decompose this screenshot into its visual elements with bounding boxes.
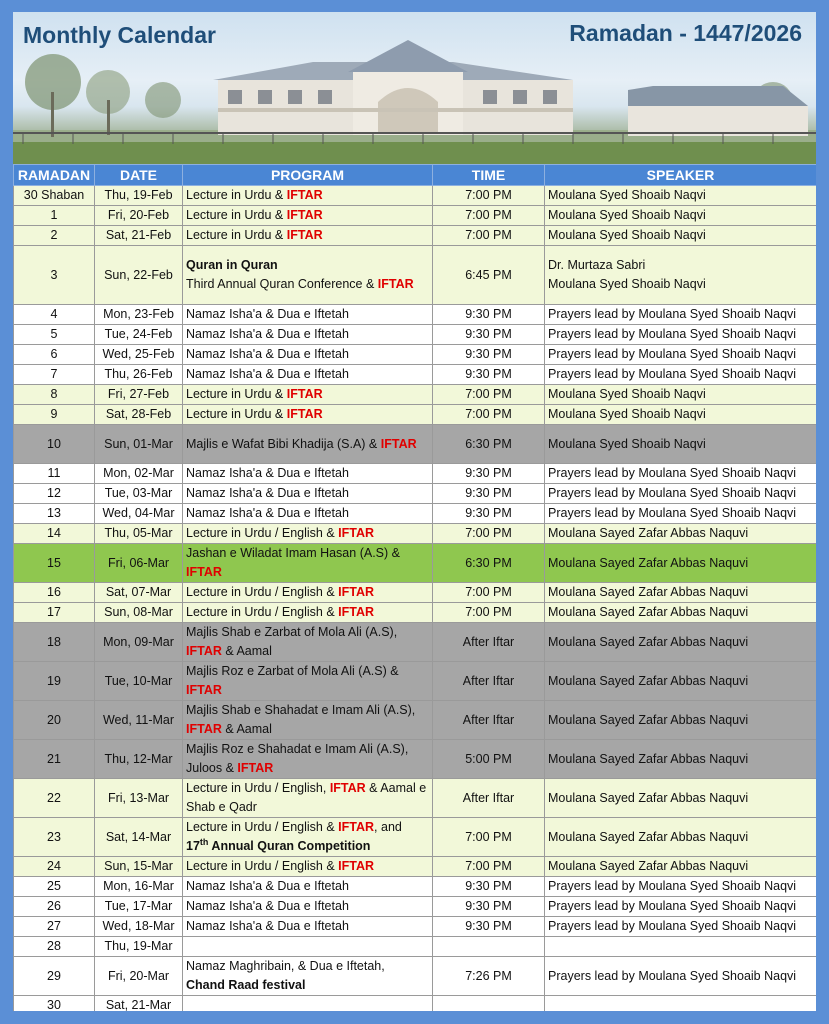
date-cell: Mon, 09-Mar [95,623,183,662]
ramadan-day: 17 [14,603,95,623]
table-row [14,740,817,779]
program-cell [183,740,433,779]
program-cell: Namaz Isha'a & Dua e Iftetah [183,345,433,365]
ramadan-year-title: Ramadan - 1447/2026 [569,20,802,46]
ramadan-day: 22 [14,779,95,818]
program-text: Namaz Maghribain, & Dua e Iftetah, [186,959,385,973]
header-banner [13,12,816,164]
date-cell: Tue, 10-Mar [95,662,183,701]
program-text-suffix: , and [374,820,402,834]
iftar-label: IFTAR [338,585,375,599]
ramadan-day: 9 [14,405,95,425]
competition-name: Annual Quran Competition [208,839,371,853]
date-cell: Fri, 27-Feb [95,385,183,405]
table-row [14,246,817,305]
program-text: Third Annual Quran Conference & [186,277,378,291]
date-cell: Wed, 25-Feb [95,345,183,365]
time-cell: 7:00 PM [433,818,545,857]
program-cell [183,186,433,206]
column-header-time: TIME [433,165,545,186]
date-cell: Thu, 05-Mar [95,524,183,544]
program-text: Lecture in Urdu / English, [186,781,330,795]
time-cell: 9:30 PM [433,325,545,345]
speaker-cell: Prayers lead by Moulana Syed Shoaib Naqvi [545,917,817,937]
speaker-cell: Prayers lead by Moulana Syed Shoaib Naqvi [545,504,817,524]
table-row [14,186,817,206]
table-row [14,365,817,385]
speaker-cell: Moulana Syed Shoaib Naqvi [545,385,817,405]
program-text: Lecture in Urdu & [186,208,287,222]
time-cell: 9:30 PM [433,345,545,365]
program-text: Majlis Shab e Shahadat e Imam Ali (A.S), [186,703,416,717]
ramadan-day: 1 [14,206,95,226]
table-row [14,583,817,603]
program-text: Majlis Roz e Zarbat of Mola Ali (A.S) & [186,664,399,678]
program-text: Majlis Shab e Zarbat of Mola Ali (A.S), [186,625,398,639]
ramadan-day: 5 [14,325,95,345]
ramadan-day: 30 Shaban [14,186,95,206]
program-cell [183,701,433,740]
date-cell: Mon, 23-Feb [95,305,183,325]
ramadan-day: 29 [14,957,95,996]
speaker-cell: Moulana Syed Shoaib Naqvi [545,226,817,246]
iftar-label: IFTAR [380,436,417,451]
program-text: Lecture in Urdu / English & [186,526,339,540]
program-cell [183,603,433,623]
date-cell: Thu, 12-Mar [95,740,183,779]
speaker-cell: Moulana Sayed Zafar Abbas Naquvi [545,623,817,662]
iftar-label: IFTAR [186,565,222,579]
program-heading: Quran in Quran [186,258,278,272]
ramadan-day: 11 [14,464,95,484]
date-cell: Sat, 14-Mar [95,818,183,857]
date-cell: Sat, 28-Feb [95,405,183,425]
ramadan-day: 23 [14,818,95,857]
speaker-cell: Moulana Sayed Zafar Abbas Naquvi [545,662,817,701]
speaker-cell: Moulana Sayed Zafar Abbas Naquvi [545,740,817,779]
table-header-row [14,165,817,186]
ramadan-day: 27 [14,917,95,937]
iftar-label: IFTAR [338,526,375,540]
table-row [14,662,817,701]
speaker-cell: Prayers lead by Moulana Syed Shoaib Naqvi [545,464,817,484]
program-cell [183,544,433,583]
table-row [14,857,817,877]
iftar-label: IFTAR [286,208,323,222]
time-cell: 6:30 PM [433,544,545,583]
table-row [14,385,817,405]
iftar-label: IFTAR [286,407,323,421]
speaker-cell: Moulana Syed Shoaib Naqvi [545,206,817,226]
table-row [14,305,817,325]
time-cell: 6:30 PM [433,425,545,464]
speaker-name: Dr. Murtaza Sabri [548,258,646,272]
ramadan-day: 26 [14,897,95,917]
program-cell: Namaz Isha'a & Dua e Iftetah [183,305,433,325]
date-cell: Mon, 02-Mar [95,464,183,484]
speaker-cell: Moulana Syed Shoaib Naqvi [545,405,817,425]
program-text: Jashan e Wiladat Imam Hasan (A.S) & [186,546,400,560]
speaker-cell: Prayers lead by Moulana Syed Shoaib Naqvi [545,877,817,897]
time-cell: 7:00 PM [433,857,545,877]
table-row [14,425,817,464]
iftar-label: IFTAR [377,277,414,291]
program-cell [183,857,433,877]
speaker-cell [545,937,817,957]
program-cell: Namaz Isha'a & Dua e Iftetah [183,897,433,917]
ramadan-day: 3 [14,246,95,305]
iftar-label: IFTAR [286,188,323,202]
program-text: Lecture in Urdu & [186,407,287,421]
table-row [14,325,817,345]
speaker-cell: Moulana Syed Shoaib Naqvi [545,425,817,464]
speaker-cell: Prayers lead by Moulana Syed Shoaib Naqvi [545,897,817,917]
table-row [14,779,817,818]
date-cell: Tue, 24-Feb [95,325,183,345]
program-cell: Namaz Isha'a & Dua e Iftetah [183,365,433,385]
table-row [14,544,817,583]
time-cell: 7:00 PM [433,385,545,405]
table-row [14,917,817,937]
table-row [14,957,817,996]
date-cell: Wed, 04-Mar [95,504,183,524]
ramadan-day: 20 [14,701,95,740]
iftar-label: IFTAR [286,387,323,401]
date-cell: Sat, 21-Feb [95,226,183,246]
time-cell: 9:30 PM [433,504,545,524]
iftar-label: IFTAR [186,722,222,736]
time-cell: 9:30 PM [433,305,545,325]
time-cell: After Iftar [433,662,545,701]
ramadan-day: 21 [14,740,95,779]
ordinal-number: 17 [186,839,200,853]
program-cell [183,996,433,1012]
date-cell: Sun, 08-Mar [95,603,183,623]
time-cell: 9:30 PM [433,365,545,385]
ramadan-day: 7 [14,365,95,385]
speaker-name: Moulana Syed Shoaib Naqvi [548,277,706,291]
iftar-label: IFTAR [338,820,375,834]
ramadan-day: 12 [14,484,95,504]
program-text: Majlis Roz e Shahadat e Imam Ali (A.S), Juloos & [186,742,409,775]
program-text-suffix: & Aamal [221,644,272,658]
program-cell: Namaz Isha'a & Dua e Iftetah [183,484,433,504]
date-cell: Sun, 22-Feb [95,246,183,305]
program-cell [183,779,433,818]
speaker-cell: Moulana Syed Shoaib Naqvi [545,186,817,206]
time-cell: 7:00 PM [433,603,545,623]
date-cell: Fri, 20-Feb [95,206,183,226]
date-cell: Wed, 18-Mar [95,917,183,937]
iftar-label: IFTAR [286,228,323,242]
program-cell: Namaz Isha'a & Dua e Iftetah [183,504,433,524]
date-cell: Fri, 20-Mar [95,957,183,996]
program-text-suffix: & Aamal [221,722,272,736]
date-cell: Fri, 13-Mar [95,779,183,818]
speaker-cell: Moulana Sayed Zafar Abbas Naquvi [545,544,817,583]
time-cell: After Iftar [433,701,545,740]
program-text: Lecture in Urdu / English & [186,820,339,834]
iftar-label: IFTAR [338,605,375,619]
table-row [14,877,817,897]
column-header-date: DATE [95,165,183,186]
program-text: Lecture in Urdu / English & [186,859,339,873]
ramadan-day: 8 [14,385,95,405]
program-cell: Namaz Isha'a & Dua e Iftetah [183,464,433,484]
ramadan-day: 10 [14,425,95,464]
time-cell: 5:00 PM [433,740,545,779]
program-text: Majlis e Wafat Bibi Khadija (S.A) & [186,436,381,451]
ramadan-day: 25 [14,877,95,897]
speaker-cell: Prayers lead by Moulana Syed Shoaib Naqvi [545,365,817,385]
program-text: Lecture in Urdu / English & [186,585,339,599]
date-cell: Thu, 26-Feb [95,365,183,385]
time-cell: 7:00 PM [433,583,545,603]
speaker-cell: Moulana Sayed Zafar Abbas Naquvi [545,818,817,857]
speaker-cell: Prayers lead by Moulana Syed Shoaib Naqvi [545,345,817,365]
table-row [14,226,817,246]
ramadan-day: 13 [14,504,95,524]
date-cell: Sat, 07-Mar [95,583,183,603]
time-cell: 9:30 PM [433,877,545,897]
table-row [14,937,817,957]
program-text: Lecture in Urdu & [186,188,287,202]
table-row [14,206,817,226]
table-row [14,897,817,917]
program-cell [183,623,433,662]
speaker-cell [545,996,817,1012]
program-cell [183,957,433,996]
iftar-label: IFTAR [329,781,366,795]
speaker-cell [545,246,817,305]
ramadan-day: 18 [14,623,95,662]
calendar-frame [13,12,816,1011]
program-cell [183,818,433,857]
ramadan-day: 15 [14,544,95,583]
time-cell: 7:00 PM [433,405,545,425]
table-row [14,701,817,740]
speaker-cell: Moulana Sayed Zafar Abbas Naquvi [545,583,817,603]
program-cell [183,937,433,957]
date-cell: Sat, 21-Mar [95,996,183,1012]
date-cell: Mon, 16-Mar [95,877,183,897]
time-cell: 7:00 PM [433,524,545,544]
ramadan-schedule-table [13,164,816,1011]
program-cell [183,206,433,226]
ramadan-day: 2 [14,226,95,246]
time-cell: 7:26 PM [433,957,545,996]
time-cell [433,937,545,957]
time-cell: After Iftar [433,779,545,818]
table-row [14,818,817,857]
table-row [14,345,817,365]
time-cell: 9:30 PM [433,897,545,917]
ramadan-day: 19 [14,662,95,701]
table-row [14,603,817,623]
speaker-cell: Moulana Sayed Zafar Abbas Naquvi [545,779,817,818]
program-text: Lecture in Urdu & [186,387,287,401]
date-cell: Sun, 15-Mar [95,857,183,877]
ramadan-day: 14 [14,524,95,544]
program-cell [183,583,433,603]
program-cell [183,246,433,305]
table-row [14,405,817,425]
ramadan-day: 16 [14,583,95,603]
table-row [14,524,817,544]
iftar-label: IFTAR [186,644,222,658]
speaker-cell: Prayers lead by Moulana Syed Shoaib Naqvi [545,305,817,325]
ramadan-day: 24 [14,857,95,877]
column-header-ramadan: RAMADAN [14,165,95,186]
speaker-cell: Moulana Sayed Zafar Abbas Naquvi [545,701,817,740]
table-row [14,504,817,524]
column-header-program: PROGRAM [183,165,433,186]
date-cell: Thu, 19-Feb [95,186,183,206]
time-cell: 7:00 PM [433,226,545,246]
time-cell: 9:30 PM [433,917,545,937]
program-cell [183,226,433,246]
program-cell [183,425,433,464]
ramadan-day: 4 [14,305,95,325]
date-cell: Wed, 11-Mar [95,701,183,740]
time-cell: After Iftar [433,623,545,662]
ordinal-suffix: th [199,836,209,847]
speaker-cell: Prayers lead by Moulana Syed Shoaib Naqvi [545,957,817,996]
table-row [14,623,817,662]
speaker-cell: Moulana Sayed Zafar Abbas Naquvi [545,603,817,623]
program-text: Lecture in Urdu / English & [186,605,339,619]
program-cell: Namaz Isha'a & Dua e Iftetah [183,917,433,937]
ramadan-day: 6 [14,345,95,365]
ramadan-day: 30 [14,996,95,1012]
program-cell [183,405,433,425]
competition-title [186,836,371,853]
time-cell: 9:30 PM [433,484,545,504]
speaker-cell: Moulana Sayed Zafar Abbas Naquvi [545,524,817,544]
table-row [14,996,817,1012]
date-cell: Tue, 17-Mar [95,897,183,917]
date-cell: Sun, 01-Mar [95,425,183,464]
program-cell [183,524,433,544]
speaker-cell: Prayers lead by Moulana Syed Shoaib Naqvi [545,484,817,504]
page-title: Monthly Calendar [23,22,216,48]
time-cell: 9:30 PM [433,464,545,484]
date-cell: Tue, 03-Mar [95,484,183,504]
iftar-label: IFTAR [338,859,375,873]
time-cell: 6:45 PM [433,246,545,305]
time-cell [433,996,545,1012]
program-cell: Namaz Isha'a & Dua e Iftetah [183,877,433,897]
date-cell: Thu, 19-Mar [95,937,183,957]
ramadan-day: 28 [14,937,95,957]
table-row [14,464,817,484]
table-row [14,484,817,504]
program-cell [183,662,433,701]
date-cell: Fri, 06-Mar [95,544,183,583]
iftar-label: IFTAR [186,683,222,697]
time-cell: 7:00 PM [433,206,545,226]
program-text: Lecture in Urdu & [186,228,287,242]
iftar-label: IFTAR [237,761,274,775]
column-header-speaker: SPEAKER [545,165,817,186]
speaker-cell: Moulana Sayed Zafar Abbas Naquvi [545,857,817,877]
program-cell [183,385,433,405]
program-cell: Namaz Isha'a & Dua e Iftetah [183,325,433,345]
festival-label: Chand Raad festival [186,978,306,992]
speaker-cell: Prayers lead by Moulana Syed Shoaib Naqvi [545,325,817,345]
time-cell: 7:00 PM [433,186,545,206]
program-text-suffix: & Aamal e Shab e Qadr [186,781,427,814]
